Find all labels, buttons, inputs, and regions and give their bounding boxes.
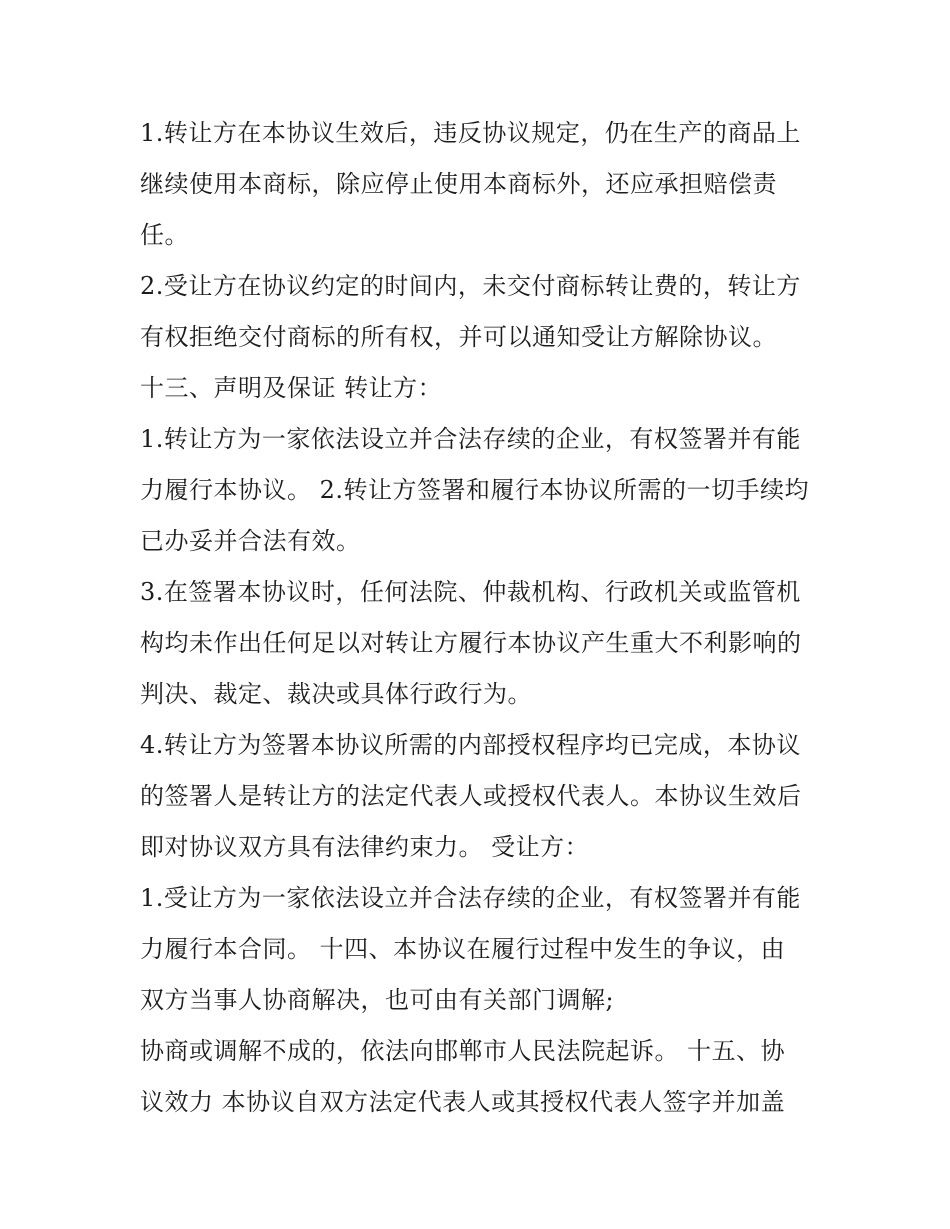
text-line: 1.受让方为一家依法设立并合法存续的企业，有权签署并有能 xyxy=(140,884,801,912)
text-line: 继续使用本商标，除应停止使用本商标外，还应承担赔偿责 xyxy=(140,170,777,198)
text-line: 力履行本合同。 十四、本协议在履行过程中发生的争议，由 xyxy=(140,935,786,963)
text-line: 任。 xyxy=(140,221,189,249)
text-line: 协商或调解不成的，依法向邯郸市人民法院起诉。 十五、协 xyxy=(140,1037,786,1065)
text-line: 1.转让方在本协议生效后，违反协议规定，仍在生产的商品上 xyxy=(140,119,801,147)
text-line: 双方当事人协商解决，也可由有关部门调解; xyxy=(140,986,615,1014)
text-line: 4.转让方为签署本协议所需的内部授权程序均已完成，本协议 xyxy=(140,731,801,759)
text-line: 3.在签署本协议时，任何法院、仲裁机构、行政机关或监管机 xyxy=(140,578,801,606)
text-line: 构均未作出任何足以对转让方履行本协议产生重大不利影响的 xyxy=(140,629,802,657)
text-line: 2.受让方在协议约定的时间内，未交付商标转让费的，转让方 xyxy=(140,272,801,300)
text-line: 已办妥并合法有效。 xyxy=(140,527,361,555)
text-line: 判决、裁定、裁决或具体行政行为。 xyxy=(140,680,532,708)
text-line: 1.转让方为一家依法设立并合法存续的企业，有权签署并有能 xyxy=(140,425,801,453)
section-heading-line: 十三、声明及保证 转让方： xyxy=(140,374,443,402)
text-line: 议效力 本协议自双方法定代表人或其授权代表人签字并加盖 xyxy=(140,1088,786,1116)
text-line: 的签署人是转让方的法定代表人或授权代表人。本协议生效后 xyxy=(140,782,802,810)
text-line: 有权拒绝交付商标的所有权，并可以通知受让方解除协议。 xyxy=(140,323,777,351)
text-line: 力履行本协议。 2.转让方签署和履行本协议所需的一切手续均 xyxy=(140,476,810,504)
document-body xyxy=(140,108,820,1128)
text-line: 即对协议双方具有法律约束力。 受让方： xyxy=(140,833,590,861)
